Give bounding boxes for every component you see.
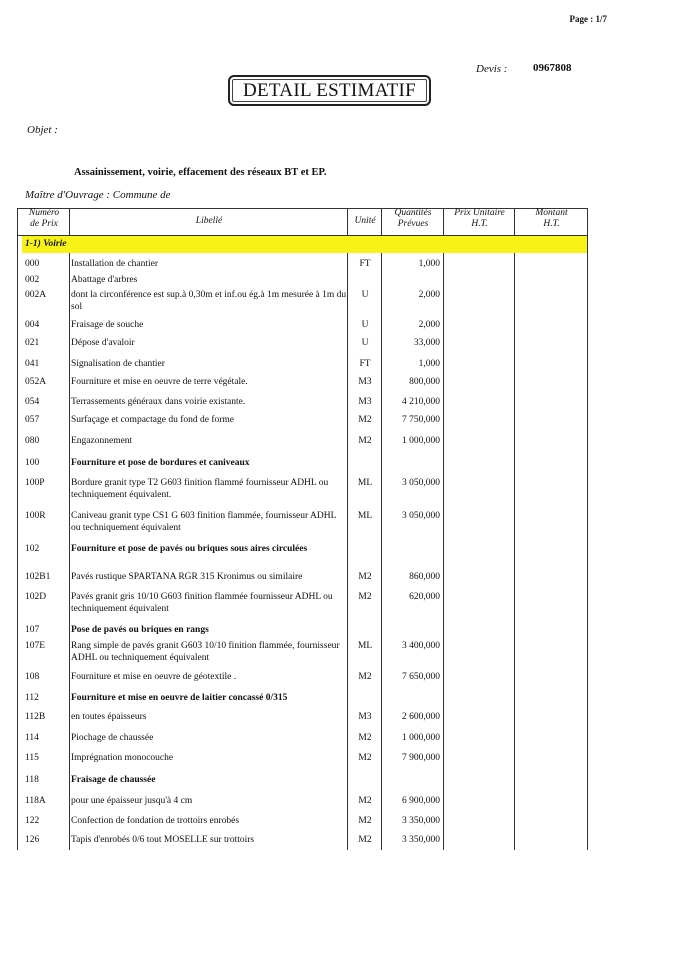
row-numero: 102D xyxy=(25,592,47,602)
row-quantite: 7 750,000 xyxy=(402,415,440,425)
row-unite: M3 xyxy=(358,377,372,387)
row-libelle: Caniveau granit type CS1 G 603 finition flammée, fournisseur ADHL ou techniquement équivalent xyxy=(71,511,337,533)
row-libelle: Signalisation de chantier xyxy=(71,359,165,369)
row-quantite: 860,000 xyxy=(409,572,440,582)
row-unite: M2 xyxy=(358,572,372,582)
row-quantite: 2,000 xyxy=(418,320,440,330)
row-unite: M2 xyxy=(358,672,372,682)
row-numero: 080 xyxy=(25,436,40,446)
row-libelle: Installation de chantier xyxy=(71,259,159,269)
row-unite: FT xyxy=(359,259,371,269)
row-quantite: 6 900,000 xyxy=(402,796,440,806)
row-unite: M2 xyxy=(358,592,372,602)
devis-number: 0967808 xyxy=(533,62,572,74)
row-numero: 102B1 xyxy=(25,572,51,582)
row-unite: ML xyxy=(357,478,373,488)
col-header-libelle: Libellé xyxy=(195,216,223,226)
row-libelle: Confection de fondation de trottoirs enrobés xyxy=(71,816,240,826)
col-header-prix-unitaire: Prix Unitaire H.T. xyxy=(454,208,505,229)
row-libelle: Pose de pavés ou briques en rangs xyxy=(71,625,209,635)
row-unite: M2 xyxy=(358,816,372,826)
row-numero: 004 xyxy=(25,320,40,330)
row-numero: 126 xyxy=(25,835,40,845)
row-unite: ML xyxy=(357,641,373,651)
row-numero: 107 xyxy=(25,625,40,635)
col-header-unite: Unité xyxy=(354,216,376,226)
row-libelle: dont la circonférence est sup.à 0,30m et inf.ou ég.à 1m mesurée à 1m du sol xyxy=(71,290,347,312)
row-quantite: 33,000 xyxy=(413,338,440,348)
row-libelle: Fourniture et pose de bordures et caniveaux xyxy=(71,458,250,468)
row-libelle: Piochage de chaussée xyxy=(71,733,154,743)
row-numero: 118 xyxy=(25,775,39,785)
row-unite: M2 xyxy=(358,415,372,425)
maitre-ouvrage: Maître d'Ouvrage : Commune de xyxy=(25,189,171,201)
row-numero: 115 xyxy=(25,753,39,763)
devis-label: Devis : xyxy=(476,63,508,75)
row-numero: 102 xyxy=(25,544,40,554)
row-unite: FT xyxy=(359,359,371,369)
row-unite: M3 xyxy=(358,712,372,722)
row-numero: 100P xyxy=(25,478,45,488)
col-header-montant: Montant H.T. xyxy=(535,208,568,229)
row-libelle: Terrassements généraux dans voirie existante. xyxy=(71,397,246,407)
row-libelle: Fourniture et mise en oeuvre de géotextile . xyxy=(71,672,237,682)
row-numero: 108 xyxy=(25,672,40,682)
row-quantite: 3 400,000 xyxy=(402,641,440,651)
row-numero: 118A xyxy=(25,796,46,806)
row-libelle: Fraisage de souche xyxy=(71,320,144,330)
row-libelle: Fourniture et mise en oeuvre de terre végétale. xyxy=(71,377,248,387)
row-quantite: 800,000 xyxy=(409,377,440,387)
row-numero: 122 xyxy=(25,816,40,826)
col-header-quantites: Quantités Prévues xyxy=(394,208,432,229)
row-quantite: 1,000 xyxy=(418,359,440,369)
row-numero: 114 xyxy=(25,733,39,743)
row-unite: ML xyxy=(357,511,373,521)
row-numero: 107E xyxy=(25,641,46,651)
row-libelle: Pavés rustique SPARTANA RGR 315 Kronimus ou similaire xyxy=(71,572,303,582)
row-libelle: Engazonnement xyxy=(71,436,133,446)
row-unite: U xyxy=(361,338,369,348)
row-libelle: Surfaçage et compactage du fond de forme xyxy=(71,415,235,425)
row-numero: 002A xyxy=(25,290,47,300)
row-unite: M2 xyxy=(358,796,372,806)
row-quantite: 7 650,000 xyxy=(402,672,440,682)
row-libelle: Pavés granit gris 10/10 G603 finition flammée fournisseur ADHL ou techniquement équivalent xyxy=(71,592,333,614)
col-header-numero: Numéro de Prix xyxy=(28,208,60,229)
row-quantite: 7 900,000 xyxy=(402,753,440,763)
row-numero: 054 xyxy=(25,397,40,407)
section-voirie: 1-1) Voirie xyxy=(22,236,587,253)
subject-line: Assainissement, voirie, effacement des réseaux BT et EP. xyxy=(74,167,327,178)
page-number: Page : 1/7 xyxy=(569,14,607,24)
row-quantite: 3 050,000 xyxy=(402,478,440,488)
row-libelle: Fourniture et pose de pavés ou briques sous aires circulées xyxy=(71,544,308,554)
row-quantite: 620,000 xyxy=(409,592,440,602)
row-numero: 052A xyxy=(25,377,47,387)
row-libelle: Imprégnation monocouche xyxy=(71,753,174,763)
row-unite: M2 xyxy=(358,436,372,446)
row-numero: 112 xyxy=(25,693,39,703)
row-quantite: 3 050,000 xyxy=(402,511,440,521)
row-unite: U xyxy=(361,320,369,330)
row-libelle: Abattage d'arbres xyxy=(71,275,138,285)
row-unite: M3 xyxy=(358,397,372,407)
row-numero: 100R xyxy=(25,511,46,521)
row-unite: M2 xyxy=(358,753,372,763)
row-quantite: 3 350,000 xyxy=(402,835,440,845)
row-libelle: Tapis d'enrobés 0/6 tout MOSELLE sur trottoirs xyxy=(71,835,255,845)
row-numero: 041 xyxy=(25,359,40,369)
row-libelle: en toutes épaisseurs xyxy=(71,712,147,722)
row-numero: 000 xyxy=(25,259,40,269)
row-libelle: Fourniture et mise en oeuvre de laitier concassé 0/315 xyxy=(71,693,288,703)
objet-label: Objet : xyxy=(27,124,58,136)
row-quantite: 3 350,000 xyxy=(402,816,440,826)
row-unite: M2 xyxy=(358,733,372,743)
row-quantite: 1,000 xyxy=(418,259,440,269)
row-quantite: 2,000 xyxy=(418,290,440,300)
row-quantite: 1 000,000 xyxy=(402,436,440,446)
row-libelle: Fraisage de chaussée xyxy=(71,775,156,785)
row-numero: 021 xyxy=(25,338,40,348)
row-libelle: Dépose d'avaloir xyxy=(71,338,135,348)
row-quantite: 4 210,000 xyxy=(402,397,440,407)
row-libelle: pour une épaisseur jusqu'à 4 cm xyxy=(71,796,193,806)
row-unite: U xyxy=(361,290,369,300)
row-numero: 002 xyxy=(25,275,40,285)
row-numero: 112B xyxy=(25,712,46,722)
row-quantite: 2 600,000 xyxy=(402,712,440,722)
row-numero: 100 xyxy=(25,458,40,468)
row-libelle: Rang simple de pavés granit G603 10/10 finition flammée, fournisseur ADHL ou techniquement équivalent xyxy=(71,641,340,663)
row-numero: 057 xyxy=(25,415,40,425)
row-unite: M2 xyxy=(358,835,372,845)
document-title: DETAIL ESTIMATIF xyxy=(228,75,431,106)
row-libelle: Bordure granit type T2 G603 finition flammé fournisseur ADHL ou techniquement équivalent. xyxy=(71,478,329,500)
row-quantite: 1 000,000 xyxy=(402,733,440,743)
